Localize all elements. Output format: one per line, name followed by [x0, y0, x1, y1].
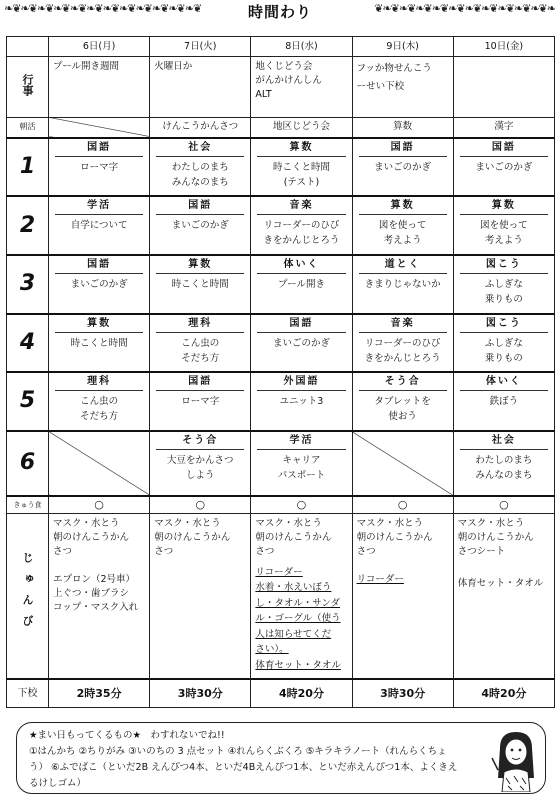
period-cell	[453, 255, 554, 314]
subject: 理科	[55, 373, 143, 391]
lunch-cell	[150, 496, 251, 514]
subject: 学活	[257, 432, 345, 450]
lesson-topic: まいごのかぎ	[475, 161, 533, 173]
period-cell	[251, 314, 352, 373]
subject: 社会	[156, 139, 244, 157]
day-header: 7日(火)	[150, 37, 251, 57]
lesson-topic: きまりじゃないか	[364, 278, 441, 290]
day-header: 6日(月)	[49, 37, 150, 57]
subject: 音楽	[257, 197, 345, 215]
subject: 学活	[55, 197, 143, 215]
lunch-cell	[453, 496, 554, 514]
subject: そう合	[156, 432, 244, 450]
dismissal-label: 下校	[7, 679, 49, 707]
subject: 算数	[55, 315, 143, 333]
subject: 算数	[257, 139, 345, 157]
lesson-topic: 時こくと時間 (テスト)	[272, 161, 330, 188]
dismissal-time: 3時30分	[150, 679, 251, 707]
events-cell: フッか物せんこう ーせい下校	[352, 57, 453, 118]
prep-main: マスク・水とう 朝のけんこうかん さつ	[356, 517, 433, 557]
lesson-topic: ユニット3	[279, 396, 324, 408]
lesson-topic: ふしぎな 乗りもの	[484, 278, 523, 305]
lunch-cell	[251, 496, 352, 514]
lesson-topic: まいごのかぎ	[171, 220, 229, 232]
prep-cell	[49, 513, 150, 679]
period-cell	[150, 314, 251, 373]
period-cell	[453, 138, 554, 197]
events-label	[7, 57, 49, 118]
leaf-border-right: ❦❧❦❧❦❧❦❧❦❧❦❧❦❧❦❧❦❧❦❧❦❧	[374, 2, 555, 15]
period-number: 2	[7, 196, 49, 255]
events-cell: 火曜日か	[150, 57, 251, 118]
prep-cell	[352, 513, 453, 679]
prep-label	[7, 513, 49, 679]
lesson-topic: こん虫の そだち方	[80, 396, 119, 423]
subject: 算数	[156, 256, 244, 274]
period-cell	[49, 314, 150, 373]
subject: 国語	[55, 256, 143, 274]
dismissal-time: 2時35分	[49, 679, 150, 707]
period-cell	[352, 314, 453, 373]
lesson-topic: 大豆をかんさつ しよう	[167, 454, 234, 481]
subject: 図こう	[460, 315, 548, 333]
events-cell	[453, 57, 554, 118]
prep-main: マスク・水とう 朝のけんこうかん さつ	[154, 517, 231, 557]
lesson-topic: 時こくと時間	[70, 337, 128, 349]
note-body: ①はんかち ②ちりがみ ③いのちの 3 点セット ④れんらくぶくろ ⑤キラキラノート（れんらくちょう） ⑥ふでばこ（といだ2B えんぴつ4本、といだ4Bえんぴつ1本、といだ赤えんぴつ1本、よくきえるけしゴム）	[29, 746, 458, 789]
prep-main: マスク・水とう 朝のけんこうかん さつ	[255, 517, 332, 557]
subject: 外国語	[257, 373, 345, 391]
morning-cell: けんこうかんさつ	[150, 117, 251, 137]
lunch-mark: ○	[94, 497, 104, 511]
subject: 国語	[460, 139, 548, 157]
period-cell	[251, 255, 352, 314]
page-header	[0, 0, 559, 30]
period-cell	[49, 255, 150, 314]
lesson-topic: キャリア パスポート	[277, 454, 326, 481]
note-heading: ★まい日もってくるもの★ わすれないでね!!	[29, 730, 225, 741]
period-cell	[453, 314, 554, 373]
events-cell: プール開き週間	[49, 57, 150, 118]
lesson-topic: タブレットを 使おう	[374, 396, 431, 423]
prep-cell	[453, 513, 554, 679]
prep-cell	[251, 513, 352, 679]
period-cell	[251, 138, 352, 197]
lunch-mark: ○	[296, 497, 307, 511]
teacher-illustration	[490, 728, 542, 792]
subject: 国語	[156, 373, 244, 391]
morning-cell: 算数	[352, 117, 453, 137]
dismissal-time: 4時20分	[453, 679, 554, 707]
period-cell	[49, 196, 150, 255]
lesson-topic: わたしのまち みんなのまち	[171, 161, 229, 188]
prep-label-text: じゅんび	[21, 551, 34, 636]
subject: 国語	[156, 197, 244, 215]
period-cell	[150, 372, 251, 431]
lesson-topic: 図を使って 考えよう	[480, 220, 528, 247]
prep-cell	[150, 513, 251, 679]
period-cell	[150, 255, 251, 314]
prep-main: マスク・水とう 朝のけんこうかん さつ	[53, 517, 130, 557]
day-header: 10日(金)	[453, 37, 554, 57]
lesson-topic: 自学について	[70, 220, 128, 232]
period-cell	[453, 372, 554, 431]
subject: 国語	[257, 315, 345, 333]
subject: そう合	[359, 373, 447, 391]
prep-main: マスク・水とう 朝のけんこうかん さつシート	[457, 517, 534, 557]
period-cell	[251, 196, 352, 255]
dismissal-time: 3時30分	[352, 679, 453, 707]
lunch-mark: ○	[195, 497, 206, 511]
lesson-topic: 図を使って 考えよう	[378, 220, 427, 247]
lunch-mark: ○	[397, 497, 408, 511]
period-cell	[251, 431, 352, 496]
subject: 音楽	[359, 315, 447, 333]
period-number: 6	[7, 431, 49, 496]
leaf-border-left: ❧❦❧❦❧❦❧❦❧❦❧❦❧❦❧❦❧❦❧❦❧❦❧❦	[4, 2, 202, 15]
lunch-label: きゅう食	[7, 496, 49, 514]
daily-items-note	[16, 722, 546, 794]
prep-extra: 体育セット・タオル	[457, 577, 544, 589]
morning-cell: 漢字	[453, 117, 554, 137]
subject: 体いく	[460, 373, 548, 391]
period-cell	[49, 372, 150, 431]
subject: 体いく	[257, 256, 345, 274]
period-cell	[49, 138, 150, 197]
subject: 理科	[156, 315, 244, 333]
lesson-topic: こん虫の そだち方	[181, 337, 220, 364]
lunch-cell	[49, 496, 150, 514]
period-number: 4	[7, 314, 49, 373]
period-number: 3	[7, 255, 49, 314]
period-cell	[251, 372, 352, 431]
lesson-topic: ローマ字	[181, 396, 220, 408]
lesson-topic: まいごのかぎ	[374, 161, 432, 173]
lesson-topic: まいごのかぎ	[70, 278, 128, 290]
events-cell: 地くじどう会 がんかけんしん ALT	[251, 57, 352, 118]
period-cell	[453, 431, 554, 496]
corner-cell	[7, 37, 49, 57]
day-header: 9日(木)	[352, 37, 453, 57]
lesson-topic: まいごのかぎ	[272, 337, 330, 349]
lesson-topic: 時こくと時間	[171, 278, 229, 290]
period-cell	[150, 431, 251, 496]
morning-label: 朝活	[7, 117, 49, 137]
prep-extra: エプロン（2号車） 上ぐつ・歯ブラシ コップ・マスク入れ	[53, 573, 139, 613]
schedule-table	[6, 36, 555, 708]
morning-cell-empty	[49, 117, 150, 137]
prep-extra: リコーダー	[356, 573, 404, 585]
subject: 図こう	[460, 256, 548, 274]
subject: 道とく	[359, 256, 447, 274]
period-cell	[150, 196, 251, 255]
period-cell-empty	[49, 431, 150, 496]
lesson-topic: わたしのまち みんなのまち	[475, 454, 533, 481]
subject: 社会	[460, 432, 548, 450]
lesson-topic: プール開き	[277, 278, 325, 290]
prep-extra: リコーダー 水着・水えいぼう し・タオル・サンダ ル・ゴーグル（使う 人は知らせてくだ さい）。 体育セット・タオル	[255, 566, 341, 671]
period-cell	[352, 196, 453, 255]
morning-cell: 地区じどう会	[251, 117, 352, 137]
period-cell	[352, 255, 453, 314]
period-number: 5	[7, 372, 49, 431]
period-cell	[453, 196, 554, 255]
period-cell-empty	[352, 431, 453, 496]
dismissal-time: 4時20分	[251, 679, 352, 707]
subject: 国語	[359, 139, 447, 157]
lesson-topic: 鉄ぼう	[489, 396, 519, 408]
period-cell	[352, 372, 453, 431]
lesson-topic: リコーダーのひび きをかんじとろう	[263, 220, 340, 247]
page-title: 時間わり	[247, 3, 312, 21]
lunch-mark: ○	[499, 497, 509, 511]
events-label-text: 行事	[21, 74, 34, 97]
period-cell	[150, 138, 251, 197]
subject: 算数	[359, 197, 447, 215]
lunch-cell	[352, 496, 453, 514]
period-number: 1	[7, 138, 49, 197]
subject: 算数	[460, 197, 548, 215]
day-header: 8日(水)	[251, 37, 352, 57]
subject: 国語	[55, 139, 143, 157]
period-cell	[352, 138, 453, 197]
lesson-topic: リコーダーのひび きをかんじとろう	[364, 337, 441, 364]
lesson-topic: ローマ字	[80, 161, 119, 173]
lesson-topic: ふしぎな 乗りもの	[484, 337, 523, 364]
